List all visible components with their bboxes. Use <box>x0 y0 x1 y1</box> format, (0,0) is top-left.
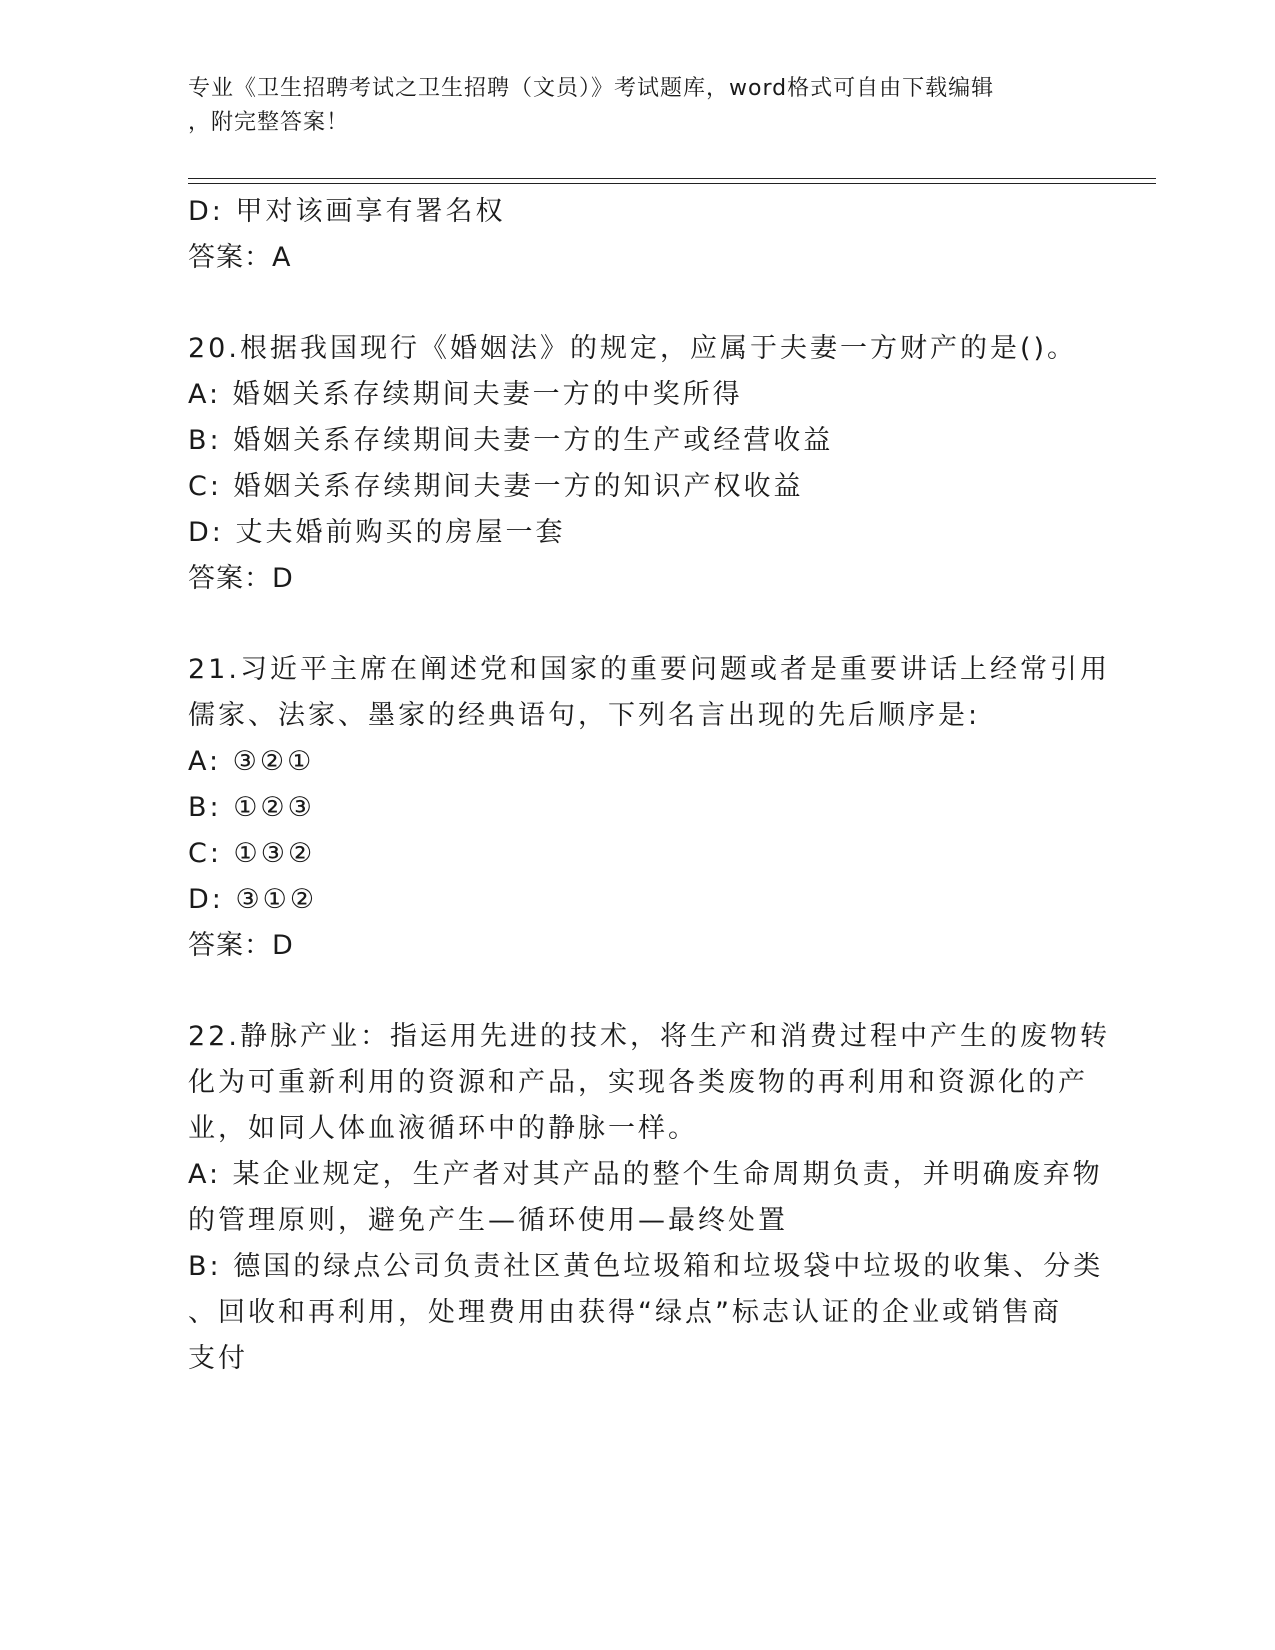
question-20 <box>188 326 1078 602</box>
question-stem-line-2: 化为可重新利用的资源和产品，实现各类废物的再利用和资源化的产 <box>188 1067 1088 1098</box>
option-a: A: ③②① <box>188 746 315 777</box>
header-line-1: 专业《卫生招聘考试之卫生招聘（文员）》考试题库，word格式可自由下载编辑 <box>188 76 995 101</box>
option-a-line-1: A: 某企业规定，生产者对其产品的整个生命周期负责，并明确废弃物 <box>188 1159 1103 1190</box>
answer: 答案：D <box>188 563 294 594</box>
option-c: C: 婚姻关系存续期间夫妻一方的知识产权收益 <box>188 471 804 502</box>
option-c: C: ①③② <box>188 838 316 869</box>
question-stem-line-2: 儒家、法家、墨家的经典语句，下列名言出现的先后顺序是: <box>188 700 981 731</box>
question-stem-line-1: 22.静脉产业：指运用先进的技术，将生产和消费过程中产生的废物转 <box>188 1021 1110 1052</box>
option-b: B: 婚姻关系存续期间夫妻一方的生产或经营收益 <box>188 425 834 456</box>
answer: 答案：A <box>188 242 292 273</box>
option-d: D: ③①② <box>188 884 318 915</box>
header-divider-top <box>188 178 1156 179</box>
question-22 <box>188 1014 1110 1382</box>
option-b-line-2: 、回收和再利用，处理费用由获得“绿点”标志认证的企业或销售商 <box>188 1297 1062 1328</box>
previous-question-tail <box>188 189 1078 281</box>
option-b: B: ①②③ <box>188 792 315 823</box>
option-b-line-1: B: 德国的绿点公司负责社区黄色垃圾箱和垃圾袋中垃圾的收集、分类 <box>188 1251 1104 1282</box>
option-d: D: 甲对该画享有署名权 <box>188 196 506 227</box>
document-header <box>188 72 1068 140</box>
header-line-2: ，附完整答案！ <box>188 110 350 135</box>
question-stem-line-3: 业，如同人体血液循环中的静脉一样。 <box>188 1113 698 1144</box>
header-divider-bottom <box>188 183 1156 184</box>
answer: 答案：D <box>188 930 294 961</box>
option-d: D: 丈夫婚前购买的房屋一套 <box>188 517 566 548</box>
option-b-line-3: 支付 <box>188 1343 248 1374</box>
question-stem-line-1: 21.习近平主席在阐述党和国家的重要问题或者是重要讲话上经常引用 <box>188 654 1110 685</box>
question-21 <box>188 647 1110 969</box>
option-a: A: 婚姻关系存续期间夫妻一方的中奖所得 <box>188 379 743 410</box>
option-a-line-2: 的管理原则，避免产生—循环使用—最终处置 <box>188 1205 788 1236</box>
question-stem: 20.根据我国现行《婚姻法》的规定，应属于夫妻一方财产的是()。 <box>188 333 1078 364</box>
question-content <box>188 189 1110 1382</box>
